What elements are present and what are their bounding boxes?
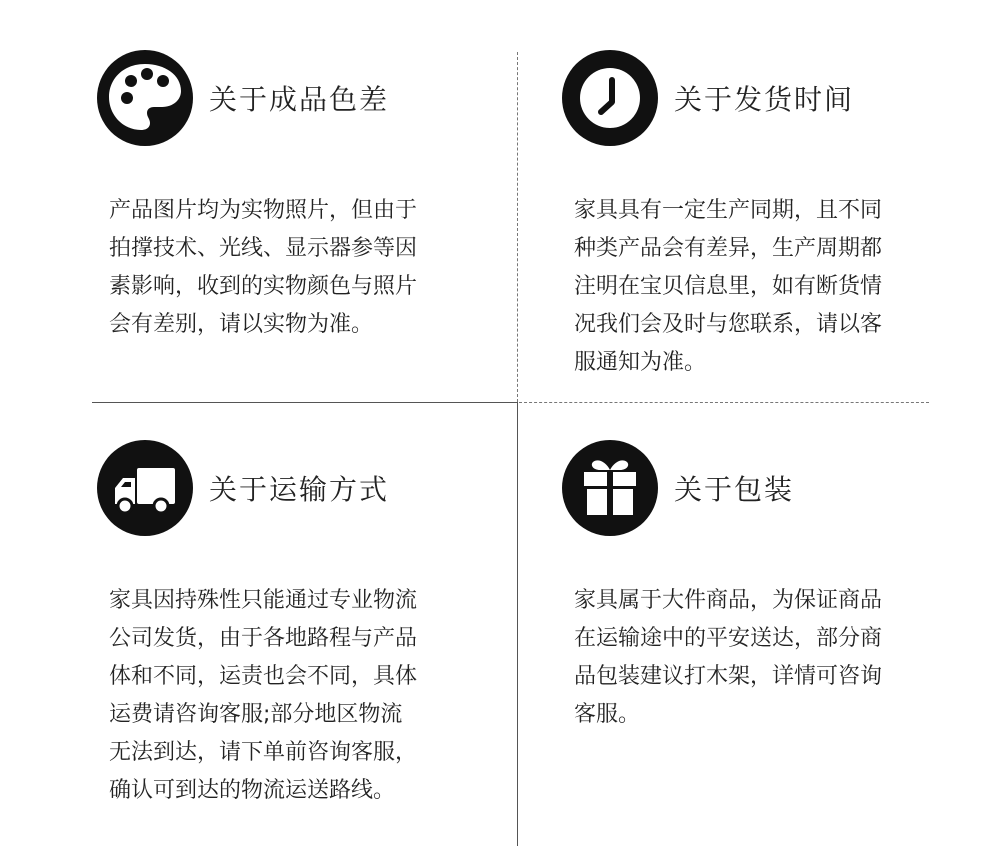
clock-icon <box>562 50 658 146</box>
body-line: 客服。 <box>574 702 641 727</box>
section-body <box>574 192 934 382</box>
body-line: 拍撑技术、光线、显示器参等因 <box>109 236 418 261</box>
body-line: 运费请咨询客服;部分地区物流 <box>109 702 403 727</box>
body-line: 服通知为准。 <box>574 350 707 375</box>
section-header <box>562 50 854 146</box>
body-line: 产品图片均为实物照片，但由于 <box>109 198 418 223</box>
body-line: 家具具有一定生产同期，且不同 <box>574 198 883 223</box>
palette-icon <box>97 50 193 146</box>
body-line: 家具因持殊性只能通过专业物流 <box>109 588 418 613</box>
section-body <box>574 582 934 734</box>
gift-icon <box>562 440 658 536</box>
body-line: 在运输途中的平安送达，部分商 <box>574 626 883 651</box>
vertical-divider-top <box>517 52 518 402</box>
horizontal-divider-right <box>519 402 929 403</box>
vertical-divider-bottom <box>517 403 518 846</box>
body-line: 家具属于大件商品，为保证商品 <box>574 588 883 613</box>
section-body <box>109 192 477 344</box>
body-line: 公司发货，由于各地路程与产品 <box>109 626 418 651</box>
horizontal-divider-left <box>92 402 518 403</box>
body-line: 况我们会及时与您联系，请以客 <box>574 312 883 337</box>
section-body <box>109 582 477 810</box>
section-header <box>97 440 389 536</box>
body-line: 体和不同，运责也会不同，具体 <box>109 664 418 689</box>
section-title: 关于包装 <box>674 473 795 506</box>
body-line: 会有差别，请以实物为准。 <box>109 312 374 337</box>
body-line: 品包装建议打木架，详情可咨询 <box>574 664 883 689</box>
section-header <box>97 50 389 146</box>
truck-icon <box>97 440 193 536</box>
body-line: 素影响，收到的实物颜色与照片 <box>109 274 418 299</box>
section-title: 关于发货时间 <box>674 83 855 116</box>
body-line: 无法到达，请下单前咨询客服， <box>109 740 418 765</box>
body-line: 种类产品会有差异，生产周期都 <box>574 236 883 261</box>
section-title: 关于运输方式 <box>209 473 390 506</box>
body-line: 确认可到达的物流运送路线。 <box>109 778 396 803</box>
section-title: 关于成品色差 <box>209 83 390 116</box>
section-header <box>562 440 794 536</box>
body-line: 注明在宝贝信息里，如有断货情 <box>574 274 883 299</box>
